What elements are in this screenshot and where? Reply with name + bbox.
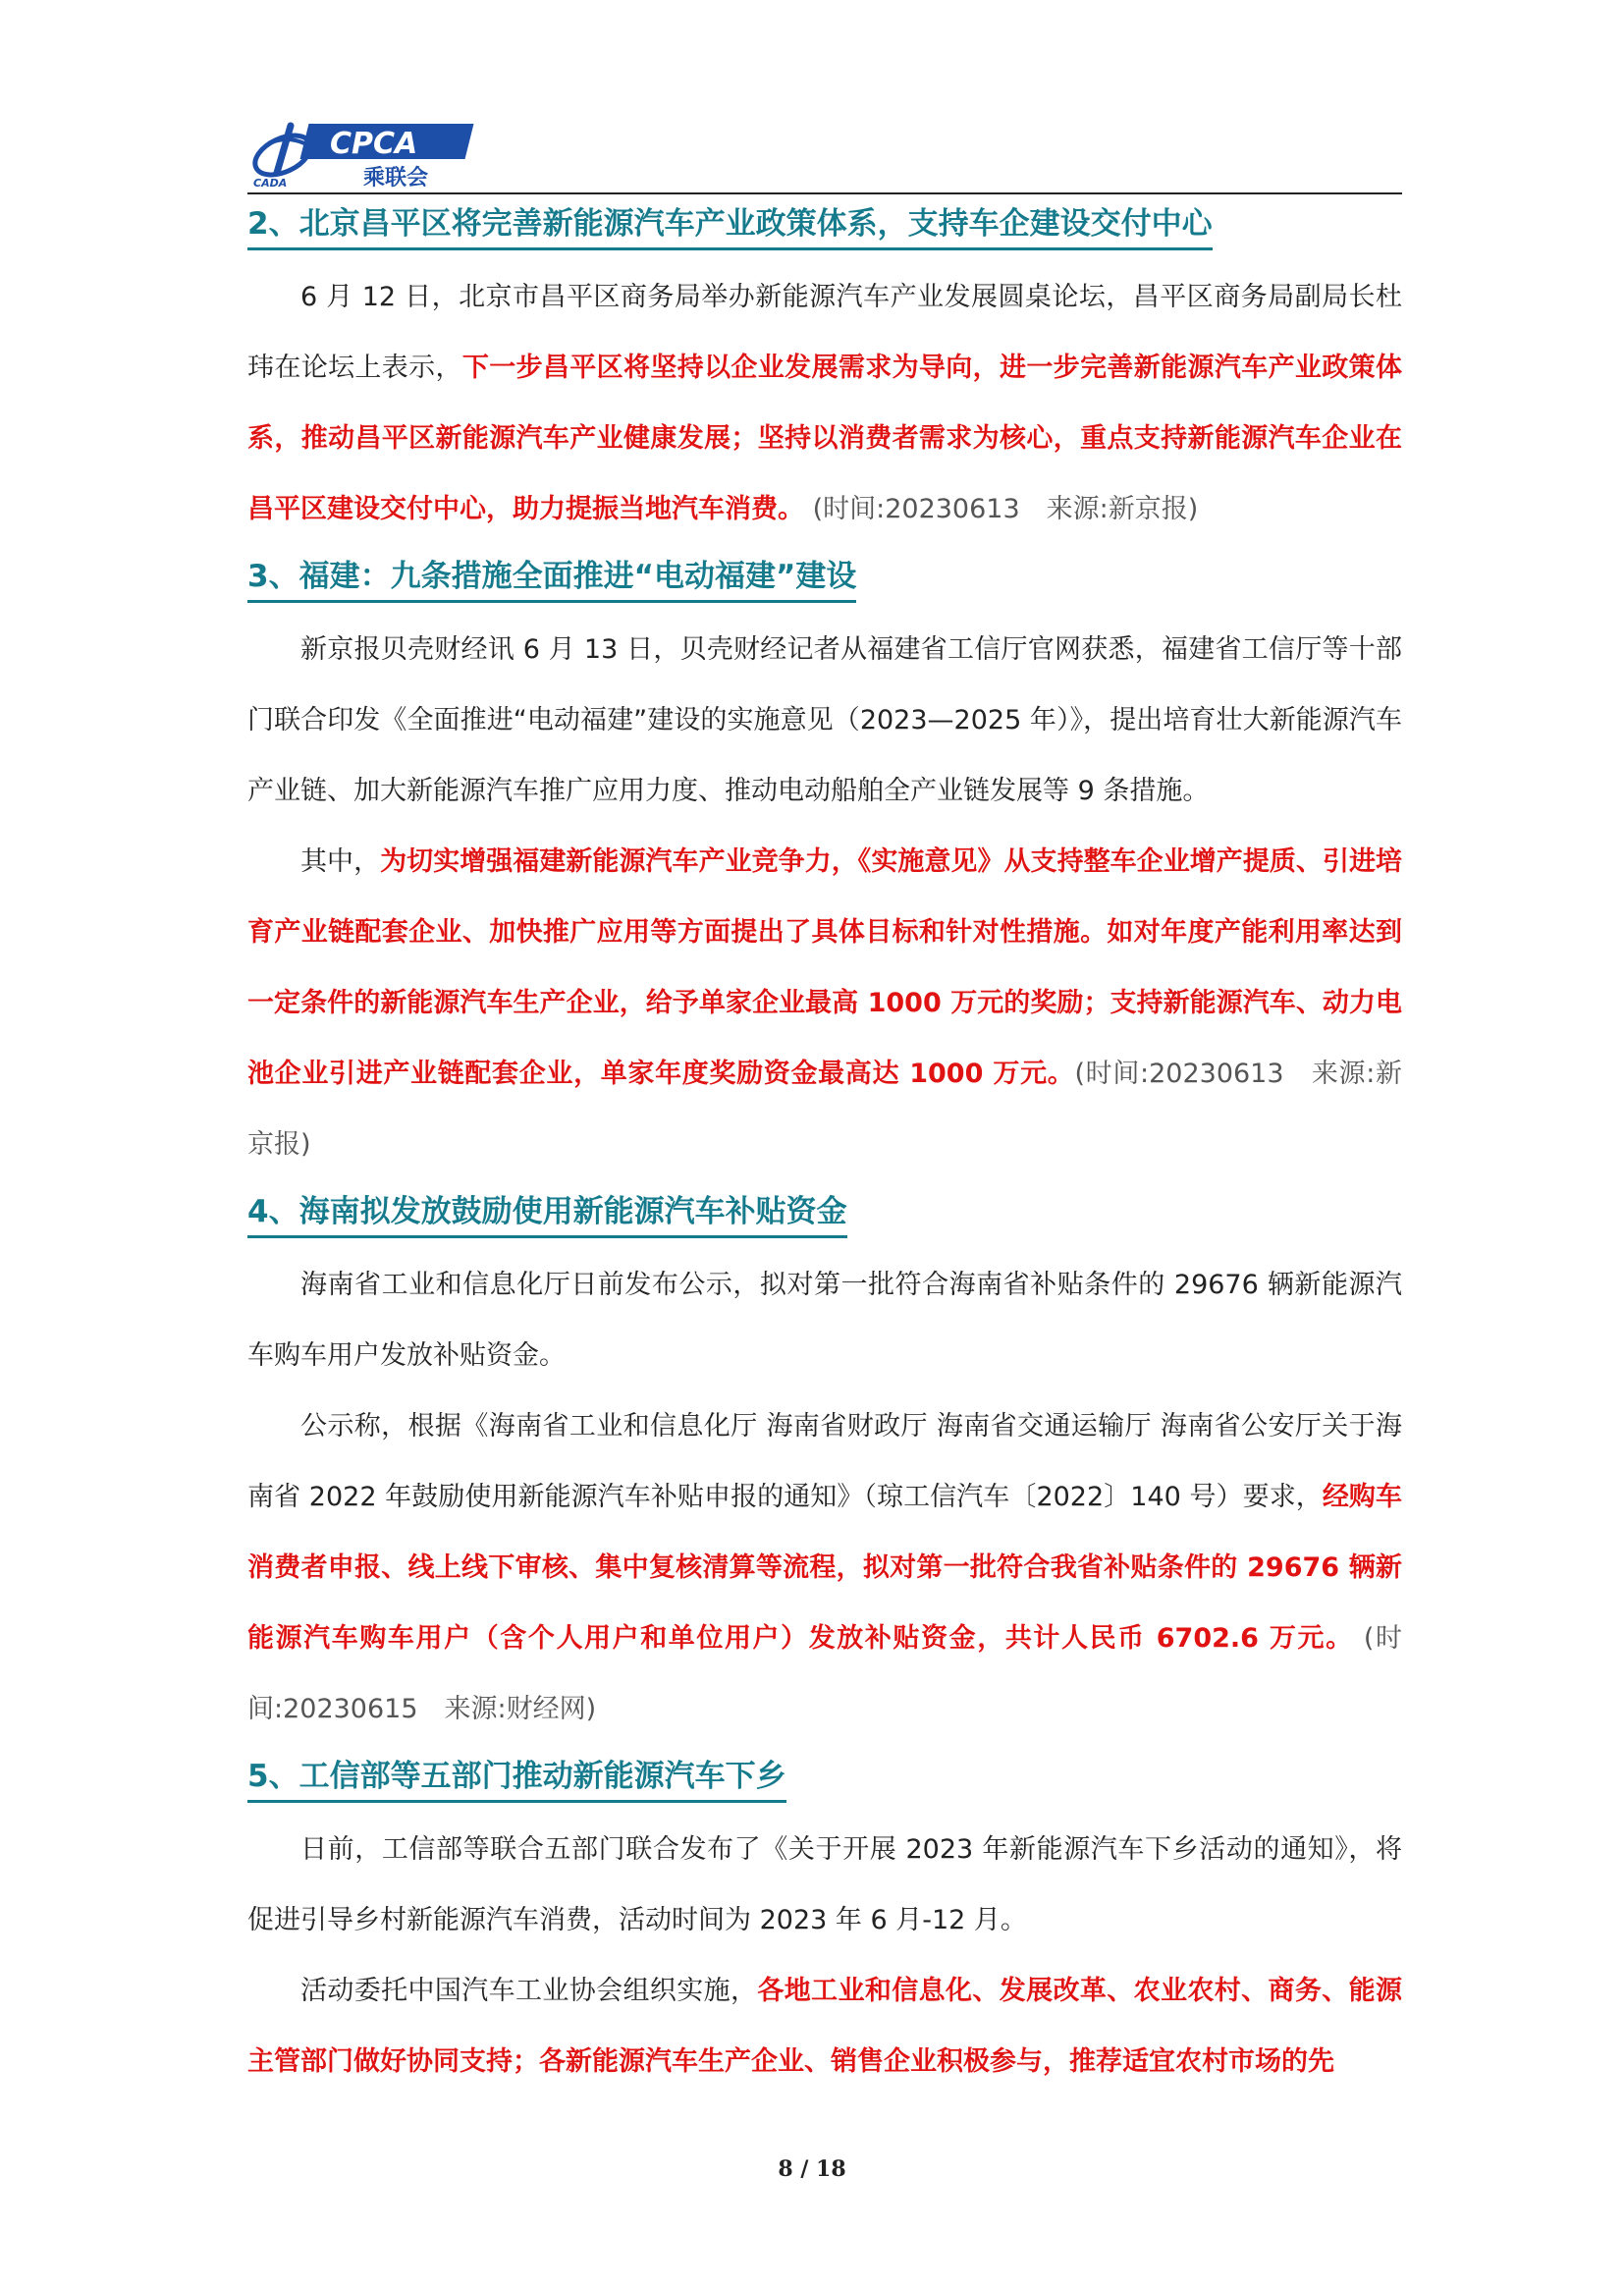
highlight-text: 经购车消费者申报、线上线下审核、集中复核清算等流程，拟对第一批符合我省补贴条件的 29676 辆新能源汽车购车用户（含个人用户和单位用户）发放补贴资金，共计人民币 6702.6 万元。 [247,1482,1403,1654]
paragraph: 公示称，根据《海南省工业和信息化厅 海南省财政厅 海南省交通运输厅 海南省公安厅关于海南省 2022 年鼓励使用新能源汽车补贴申报的通知》（琼工信汽车〔2022〕140 号）要求，经购车消费者申报、线上线下审核、集中复核清算等流程，拟对第一批符合我省补贴条件的 29676 辆新能源汽车购车用户（含个人用户和单位用户）发放补贴资金，共计人民币 6702.6 万元。 (时间:20230615 来源:财经网) [247,1411,1403,1724]
section-heading: 4、海南拟发放鼓励使用新能源汽车补贴资金 [247,1190,847,1238]
svg-text:乘联会: 乘联会 [363,166,429,190]
cpca-logo [247,110,483,190]
source-note: (时间:20230613 来源:新京报) [247,1059,1403,1160]
section-heading: 3、福建：九条措施全面推进“电动福建”建设 [247,555,856,603]
news-section [247,1745,1402,2097]
source-note: (时间:20230615 来源:财经网) [247,1623,1402,1724]
paragraph: 日前，工信部等联合五部门联合发布了《关于开展 2023 年新能源汽车下乡活动的通知》，将促进引导乡村新能源汽车消费，活动时间为 2023 年 6 月-12 月。 [247,1834,1402,1935]
article-body [247,192,1402,2097]
highlight-text: 各地工业和信息化、发展改革、农业农村、商务、能源主管部门做好协同支持；各新能源汽车生产企业、销售企业积极参与，推荐适宜农村市场的先 [247,1976,1402,2077]
highlight-text: 为切实增强福建新能源汽车产业竞争力，《实施意见》从支持整车企业增产提质、引进培育产业链配套企业、加快推广应用等方面提出了具体目标和针对性措施。如对年度产能利用率达到一定条件的新能源汽车生产企业，给予单家企业最高 1000 万元的奖励；支持新能源汽车、动力电池企业引进产业链配套企业，单家年度奖励资金最高达 1000 万元。 [247,846,1403,1089]
paragraph: 其中，为切实增强福建新能源汽车产业竞争力，《实施意见》从支持整车企业增产提质、引进培育产业链配套企业、加快推广应用等方面提出了具体目标和针对性措施。如对年度产能利用率达到一定条件的新能源汽车生产企业，给予单家企业最高 1000 万元的奖励；支持新能源汽车、动力电池企业引进产业链配套企业，单家年度奖励资金最高达 1000 万元。(时间:20230613 来源:新京报) [247,846,1403,1160]
news-section [247,192,1402,545]
svg-text:CADA: CADA [253,177,288,190]
paragraph: 海南省工业和信息化厅日前发布公示，拟对第一批符合海南省补贴条件的 29676 辆新能源汽车购车用户发放补贴资金。 [247,1270,1402,1371]
highlight-text: 下一步昌平区将坚持以企业发展需求为导向，进一步完善新能源汽车产业政策体系，推动昌平区新能源汽车产业健康发展；坚持以消费者需求为核心，重点支持新能源汽车企业在昌平区建设交付中心，助力提振当地汽车消费。 [247,353,1403,524]
svg-text:CPCA: CPCA [330,127,418,161]
section-heading: 2、北京昌平区将完善新能源汽车产业政策体系，支持车企建设交付中心 [247,202,1213,250]
paragraph: 新京报贝壳财经讯 6 月 13 日，贝壳财经记者从福建省工信厅官网获悉，福建省工信厅等十部门联合印发《全面推进“电动福建”建设的实施意见（2023—2025 年）》，提出培育壮大新能源汽车产业链、加大新能源汽车推广应用力度、推动电动船舶全产业链发展等 9 条措施。 [247,634,1402,806]
paragraph: 6 月 12 日，北京市昌平区商务局举办新能源汽车产业发展圆桌论坛，昌平区商务局副局长杜玮在论坛上表示，下一步昌平区将坚持以企业发展需求为导向，进一步完善新能源汽车产业政策体系，推动昌平区新能源汽车产业健康发展；坚持以消费者需求为核心，重点支持新能源汽车企业在昌平区建设交付中心，助力提振当地汽车消费。 (时间:20230613 来源:新京报) [247,282,1403,524]
paragraph: 活动委托中国汽车工业协会组织实施，各地工业和信息化、发展改革、农业农村、商务、能源主管部门做好协同支持；各新能源汽车生产企业、销售企业积极参与，推荐适宜农村市场的先 [247,1976,1402,2077]
page-number: 8 / 18 [778,2156,846,2182]
news-section [247,545,1402,1180]
news-section [247,1180,1402,1745]
source-note: (时间:20230613 来源:新京报) [812,494,1199,524]
section-heading: 5、工信部等五部门推动新能源汽车下乡 [247,1755,786,1803]
page-header [247,110,1402,196]
